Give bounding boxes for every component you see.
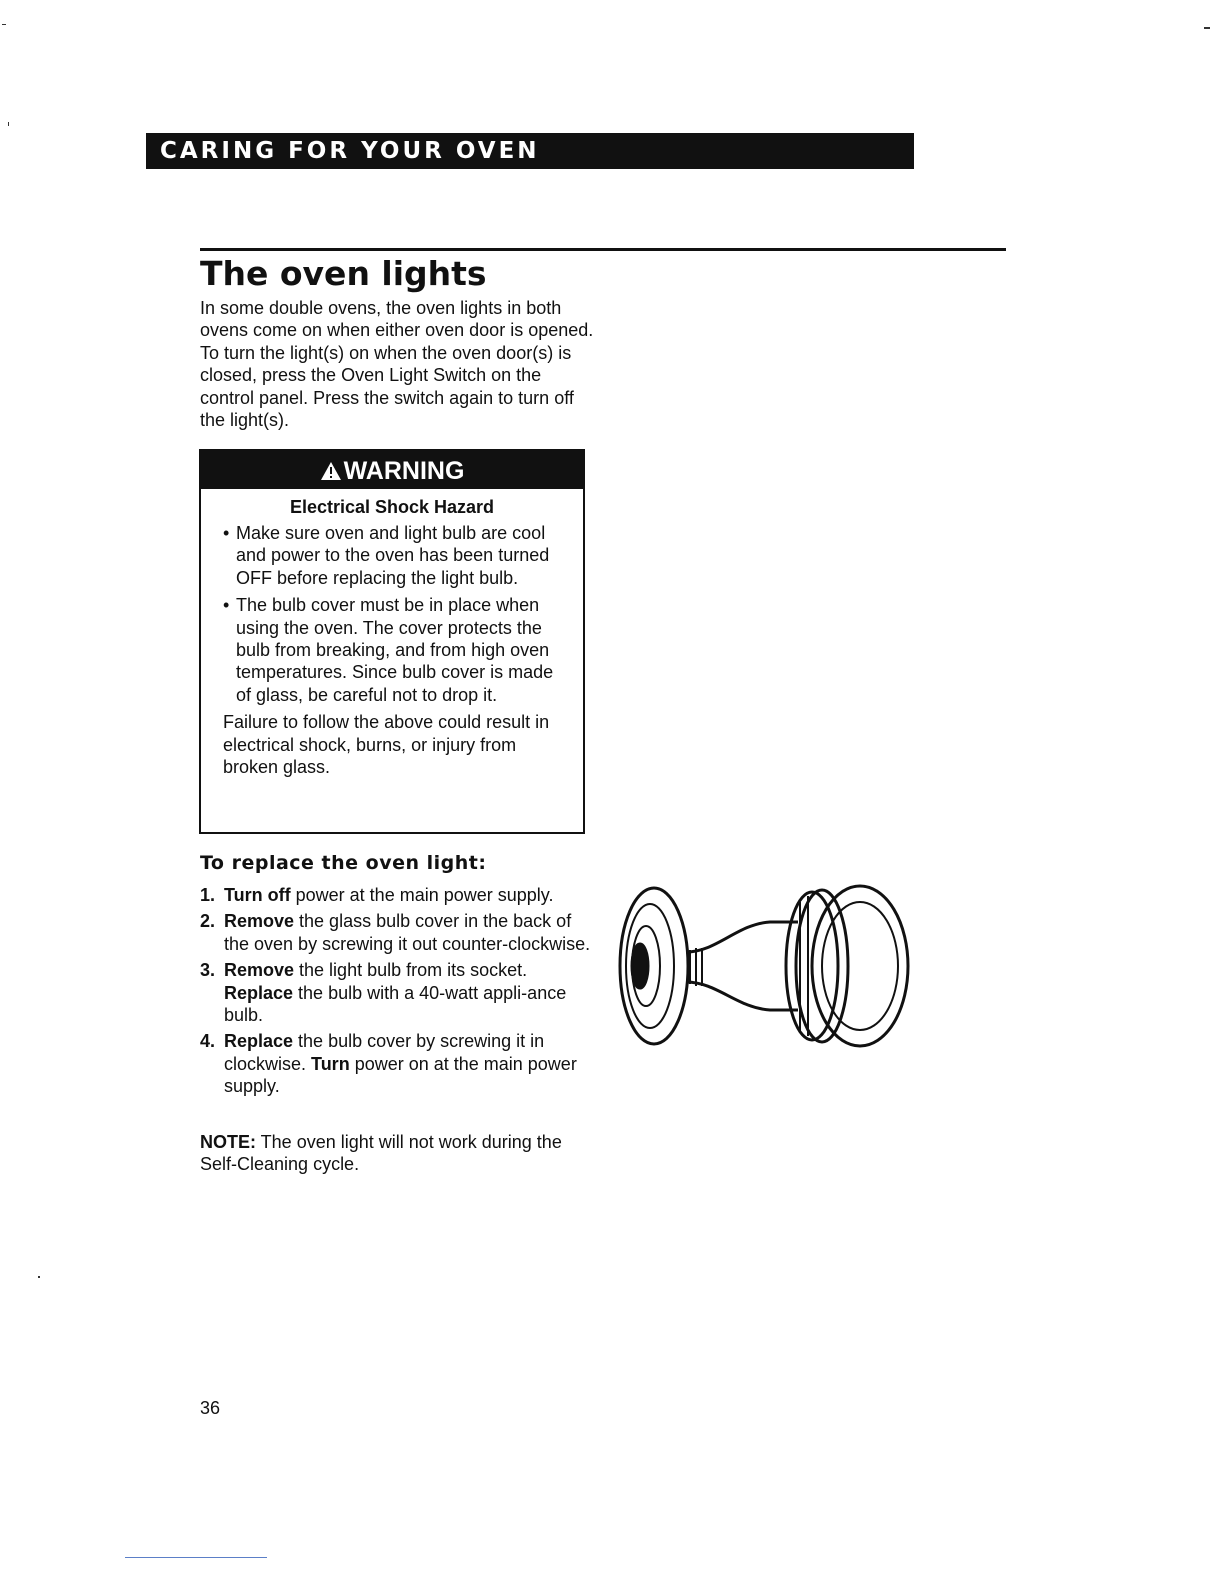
- scan-speck: [38, 1276, 40, 1278]
- warning-bullet: [223, 522, 566, 589]
- note: [200, 1131, 600, 1176]
- step-text: the bulb with a 40-watt appli-ance bulb.: [224, 982, 567, 1026]
- warning-bullet: [223, 594, 566, 706]
- step-text: power on at the main power supply.: [224, 1053, 577, 1097]
- step-action: Remove: [224, 911, 295, 932]
- bullet-icon: •: [223, 523, 230, 543]
- page-title: The oven lights: [200, 254, 487, 293]
- step-text: power at the main power supply.: [290, 885, 554, 905]
- warning-bullets: [201, 522, 583, 706]
- step-number: 4.: [200, 1031, 216, 1052]
- warning-header: [201, 451, 583, 489]
- warning-box: [199, 449, 585, 834]
- bottom-divider: [125, 1557, 267, 1558]
- title-rule: [200, 248, 1006, 251]
- note-label: NOTE:: [200, 1132, 256, 1152]
- warning-bullet-text: Make sure oven and light bulb are cool and power to the oven has been turned OFF before replacing the light bulb.: [236, 523, 550, 588]
- bullet-icon: •: [223, 595, 230, 616]
- replace-heading: To replace the oven light:: [200, 852, 487, 874]
- replace-steps: [200, 884, 600, 1102]
- step-action: Replace: [224, 982, 294, 1003]
- step-action: Remove: [224, 960, 295, 981]
- warning-label: WARNING: [343, 457, 465, 485]
- page-number: 36: [200, 1398, 221, 1418]
- step-item: [200, 1030, 600, 1097]
- step-number: 1.: [200, 885, 216, 905]
- step-text: the glass bulb cover in the back of the oven by screwing it out counter-clockwise.: [224, 911, 591, 954]
- step-action: Turn off: [224, 885, 291, 905]
- warning-bullet-text: The bulb cover must be in place when using the oven. The cover protects the bulb from breaking, and from high oven temperatures. Since bulb cover is made of glass, be careful not to drop it.: [236, 595, 554, 705]
- warning-triangle-icon: [320, 461, 342, 481]
- section-header: CARING FOR YOUR OVEN: [146, 133, 914, 169]
- scan-speck: [1204, 27, 1210, 29]
- scan-speck: [2, 24, 6, 25]
- step-item: [200, 910, 600, 955]
- step-action: Replace: [224, 1031, 294, 1052]
- scan-speck: [8, 122, 9, 126]
- hazard-title: Electrical Shock Hazard: [289, 497, 495, 517]
- step-action: Turn: [311, 1053, 350, 1074]
- note-text: The oven light will not work during the Self-Cleaning cycle.: [200, 1132, 562, 1175]
- step-item: [200, 959, 600, 1026]
- step-text: the light bulb from its socket.: [294, 960, 528, 981]
- step-item: [200, 884, 600, 906]
- intro-paragraph: In some double ovens, the oven lights in both ovens come on when either oven door is opened. To turn the light(s) on when the oven door(s) is closed, press the Oven Light Switch on the control panel. Press the switch again to turn off the light(s).: [200, 298, 594, 431]
- step-number: 3.: [200, 960, 216, 981]
- light-bulb-illustration: [612, 882, 912, 1054]
- step-text: the bulb cover by screwing it in clockwise.: [224, 1031, 545, 1074]
- step-number: 2.: [200, 911, 216, 932]
- warning-footer: Failure to follow the above could result in electrical shock, burns, or injury from broken glass.: [223, 712, 550, 778]
